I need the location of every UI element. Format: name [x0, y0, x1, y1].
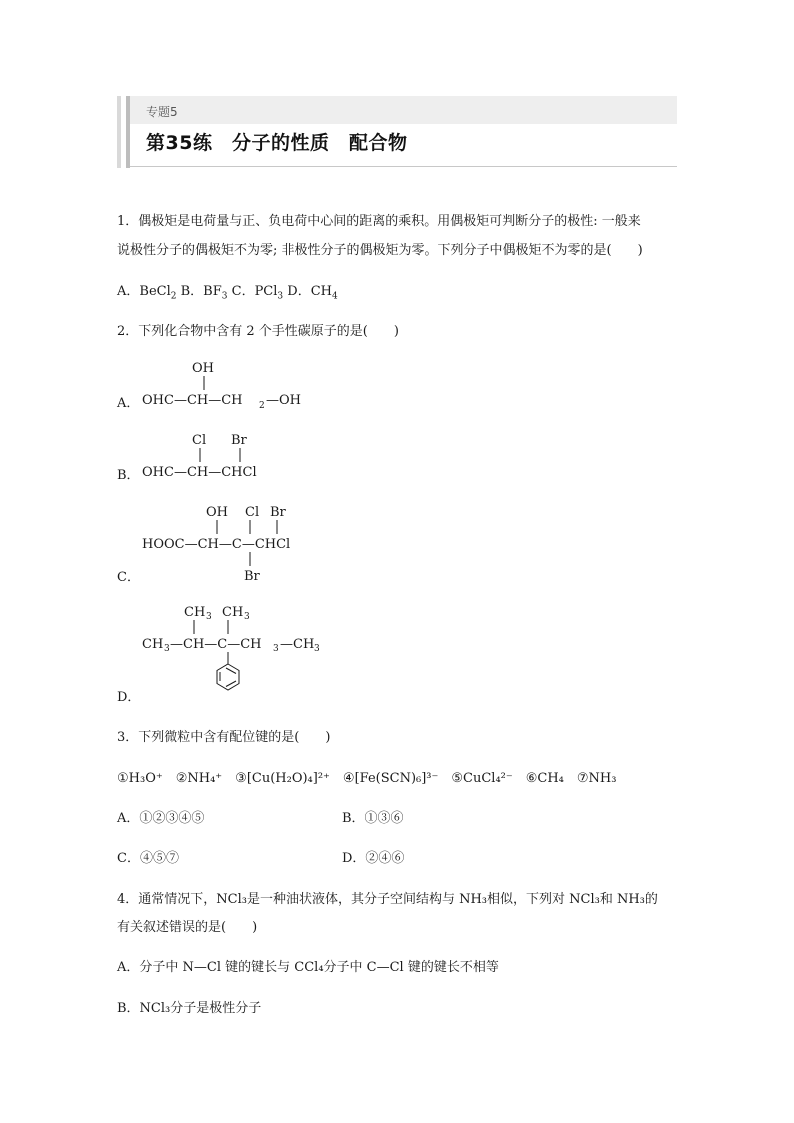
struct-b-cl: Cl	[192, 433, 207, 448]
struct-c-oh: OH	[206, 505, 228, 520]
struct-c-br1: Br	[270, 505, 286, 520]
struct-a-oh: OH	[192, 361, 214, 376]
q1-options: A．BeCl$_2$ B．$BF_3$ C．PCl$_3$ D．$CH_4$	[117, 284, 338, 302]
q3-opt-d: D．②④⑥	[342, 851, 405, 866]
struct-b-chain: OHC—CH—CHCl	[142, 465, 257, 480]
q2-label-a: A．	[117, 396, 140, 411]
structure-d	[142, 602, 342, 706]
struct-b-br: Br	[231, 433, 247, 448]
q4-opt-b: B．NCl₃分子是极性分子	[117, 1001, 262, 1016]
struct-d-sub2: 3	[273, 644, 279, 654]
q1-opt-d: D．CH	[283, 284, 332, 299]
subject-label: 专题5	[146, 105, 178, 119]
header-band	[130, 96, 677, 124]
section-header	[117, 96, 677, 168]
q4-line2: 有关叙述错误的是( )	[117, 920, 258, 935]
struct-a-chain: OHC—CH—CH	[142, 393, 243, 408]
page-title: 第35练 分子的性质 配合物	[146, 132, 408, 154]
struct-d-ch3b-sub: 3	[244, 612, 250, 622]
header-rule	[130, 166, 677, 167]
q2-stem: 2．下列化合物中含有 2 个手性碳原子的是( )	[117, 324, 399, 339]
structure-c	[142, 502, 342, 586]
struct-d-chain1: CH	[142, 637, 164, 652]
q2-label-b: B．	[117, 468, 140, 483]
benzene-double1	[226, 668, 236, 674]
q3-opt-a: A．①②③④⑤	[117, 811, 205, 826]
q1-line1: 1．偶极矩是电荷量与正、负电荷中心间的距离的乘积。用偶极矩可判断分子的极性: 一般来	[117, 214, 641, 229]
structure-a	[142, 358, 342, 412]
q3-opt-b: B．①③⑥	[342, 811, 404, 826]
struct-a-end: —OH	[266, 393, 301, 408]
struct-d-sub1: 3	[164, 644, 170, 654]
q2-label-d: D．	[117, 690, 141, 705]
struct-d-ch3a: CH	[184, 605, 206, 620]
q1-opt-a: A．BeCl	[117, 284, 171, 299]
struct-d-chain3: —CH	[280, 637, 315, 652]
struct-c-cl: Cl	[245, 505, 260, 520]
structure-b	[142, 430, 302, 484]
q1-opt-c: C．PCl	[227, 284, 278, 299]
q4-line1: 4．通常情况下，NCl₃是一种油状液体，其分子空间结构与 NH₃相似，下列对 NCl₃和 NH₃的	[117, 892, 658, 907]
q1-line2: 说极性分子的偶极矩不为零; 非极性分子的偶极矩为零。下列分子中偶极矩不为零的是( )	[117, 243, 643, 258]
q2-label-c: C．	[117, 570, 140, 585]
struct-d-ch3a-sub: 3	[206, 612, 212, 622]
q1-opt-b: B．BF	[176, 284, 222, 299]
q3-species: ①H₃O⁺ ②NH₄⁺ ③[Cu(H₂O)₄]²⁺ ④[Fe(SCN)₆]³⁻ ⑤CuCl₄²⁻ ⑥CH₄ ⑦NH₃	[117, 771, 617, 786]
struct-c-chain: HOOC—CH—C—CHCl	[142, 537, 291, 552]
q3-opt-c: C．④⑤⑦	[117, 851, 179, 866]
struct-d-ch3b: CH	[222, 605, 244, 620]
struct-d-sub3: 3	[314, 644, 320, 654]
q4-opt-a: A．分子中 N—Cl 键的键长与 CCl₄分子中 C—Cl 键的键长不相等	[117, 960, 499, 975]
struct-a-sub: 2	[259, 401, 265, 411]
header-bar-outer	[117, 96, 121, 168]
struct-c-br2: Br	[244, 569, 260, 584]
struct-d-chain2: —CH—C—CH	[170, 637, 262, 652]
q3-stem: 3．下列微粒中含有配位键的是( )	[117, 730, 331, 745]
